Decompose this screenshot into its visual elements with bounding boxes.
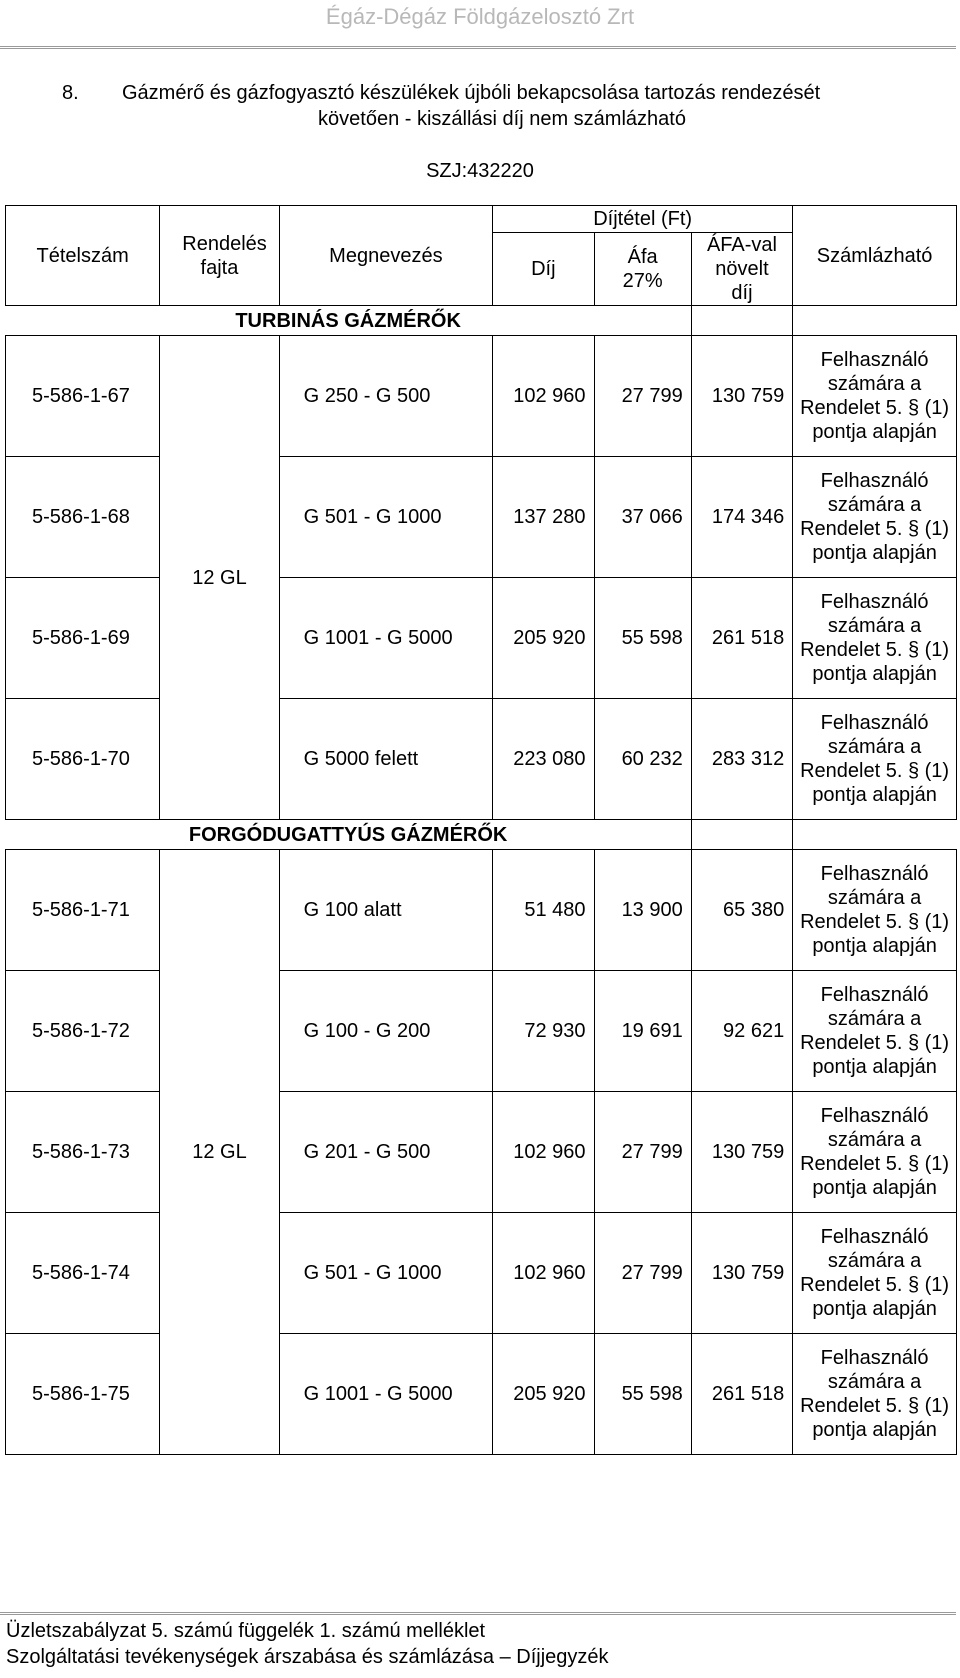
brutto-cell: 261 518 (691, 1334, 792, 1455)
tetelszam-cell: 5-586-1-68 (6, 457, 160, 578)
section-title: FORGÓDUGATTYÚS GÁZMÉRŐK (6, 820, 692, 850)
header-afa: Áfa 27% (594, 233, 691, 306)
afa-cell: 19 691 (594, 971, 691, 1092)
afa-cell: 27 799 (594, 1213, 691, 1334)
tetelszam-cell: 5-586-1-67 (6, 336, 160, 457)
tetelszam-cell: 5-586-1-71 (6, 850, 160, 971)
afa-cell: 37 066 (594, 457, 691, 578)
szamlazhato-cell: Felhasználó számára a Rendelet 5. § (1) pontja alapján (793, 971, 957, 1092)
section-title-line1: Gázmérő és gázfogyasztó készülékek újbóli bekapcsolása tartozás rendezését (122, 82, 821, 104)
dij-cell: 205 920 (493, 578, 594, 699)
brutto-cell: 130 759 (691, 1092, 792, 1213)
brutto-cell: 65 380 (691, 850, 792, 971)
table-row (6, 850, 957, 971)
header-dijtetel: Díjtétel (Ft) (493, 206, 793, 233)
szamlazhato-cell: Felhasználó számára a Rendelet 5. § (1) pontja alapján (793, 1092, 957, 1213)
dij-cell: 72 930 (493, 971, 594, 1092)
brutto-cell: 130 759 (691, 336, 792, 457)
table-row (6, 971, 957, 1092)
table-row (6, 1213, 957, 1334)
tetelszam-cell: 5-586-1-75 (6, 1334, 160, 1455)
table-row (6, 578, 957, 699)
szamlazhato-cell: Felhasználó számára a Rendelet 5. § (1) pontja alapján (793, 336, 957, 457)
rendeles-cell: 12 GL (160, 850, 279, 1455)
afa-cell: 27 799 (594, 1092, 691, 1213)
company-header: Égáz-Dégáz Földgázelosztó Zrt (325, 4, 635, 29)
dij-cell: 102 960 (493, 336, 594, 457)
szamlazhato-cell: Felhasználó számára a Rendelet 5. § (1) pontja alapján (793, 457, 957, 578)
afa-cell: 13 900 (594, 850, 691, 971)
tetelszam-cell: 5-586-1-73 (6, 1092, 160, 1213)
szamlazhato-cell: Felhasználó számára a Rendelet 5. § (1) pontja alapján (793, 1213, 957, 1334)
section-title-line2: követően - kiszállási díj nem számlázható (318, 108, 686, 130)
dij-cell: 102 960 (493, 1213, 594, 1334)
section-number: 8. (62, 82, 79, 104)
megnevezes-cell: G 5000 felett (279, 699, 492, 820)
table-row (6, 457, 957, 578)
szamlazhato-cell: Felhasználó számára a Rendelet 5. § (1) pontja alapján (793, 578, 957, 699)
header-megnevezes: Megnevezés (279, 206, 492, 306)
brutto-cell: 92 621 (691, 971, 792, 1092)
megnevezes-cell: G 100 alatt (279, 850, 492, 971)
dij-cell: 223 080 (493, 699, 594, 820)
table-row (6, 699, 957, 820)
header-rendeles: Rendelés fajta (160, 206, 279, 306)
megnevezes-cell: G 501 - G 1000 (279, 457, 492, 578)
megnevezes-cell: G 1001 - G 5000 (279, 1334, 492, 1455)
dij-cell: 51 480 (493, 850, 594, 971)
section-title: TURBINÁS GÁZMÉRŐK (6, 306, 692, 336)
brutto-cell: 174 346 (691, 457, 792, 578)
price-table (5, 205, 957, 1455)
megnevezes-cell: G 501 - G 1000 (279, 1213, 492, 1334)
table-row (6, 1092, 957, 1213)
megnevezes-cell: G 201 - G 500 (279, 1092, 492, 1213)
brutto-cell: 261 518 (691, 578, 792, 699)
tetelszam-cell: 5-586-1-69 (6, 578, 160, 699)
megnevezes-cell: G 1001 - G 5000 (279, 578, 492, 699)
afa-cell: 60 232 (594, 699, 691, 820)
brutto-cell: 130 759 (691, 1213, 792, 1334)
dij-cell: 102 960 (493, 1092, 594, 1213)
tetelszam-cell: 5-586-1-70 (6, 699, 160, 820)
afa-cell: 55 598 (594, 1334, 691, 1455)
table-row (6, 1334, 957, 1455)
megnevezes-cell: G 100 - G 200 (279, 971, 492, 1092)
szamlazhato-cell: Felhasználó számára a Rendelet 5. § (1) pontja alapján (793, 1334, 957, 1455)
table-row (6, 336, 957, 457)
section-title-spacer (691, 820, 792, 850)
header-divider (0, 46, 956, 49)
header-dij: Díj (493, 233, 594, 306)
afa-cell: 55 598 (594, 578, 691, 699)
afa-cell: 27 799 (594, 336, 691, 457)
megnevezes-cell: G 250 - G 500 (279, 336, 492, 457)
brutto-cell: 283 312 (691, 699, 792, 820)
rendeles-cell: 12 GL (160, 336, 279, 820)
header-tetelszam: Tételszám (6, 206, 160, 306)
header-afaval: ÁFA-val növelt díj (691, 233, 792, 306)
dij-cell: 137 280 (493, 457, 594, 578)
szamlazhato-cell: Felhasználó számára a Rendelet 5. § (1) pontja alapján (793, 850, 957, 971)
tetelszam-cell: 5-586-1-72 (6, 971, 160, 1092)
dij-cell: 205 920 (493, 1334, 594, 1455)
tetelszam-cell: 5-586-1-74 (6, 1213, 160, 1334)
footer-line1: Üzletszabályzat 5. számú függelék 1. számú melléklet (6, 1620, 486, 1642)
szj-code: SZJ:432220 (426, 160, 534, 182)
szamlazhato-cell: Felhasználó számára a Rendelet 5. § (1) pontja alapján (793, 699, 957, 820)
section-title-spacer (691, 306, 792, 336)
footer-line2: Szolgáltatási tevékenységek árszabása és számlázása – Díjjegyzék (6, 1646, 609, 1668)
header-szamlazhato: Számlázható (793, 206, 957, 306)
footer-divider (0, 1612, 956, 1615)
